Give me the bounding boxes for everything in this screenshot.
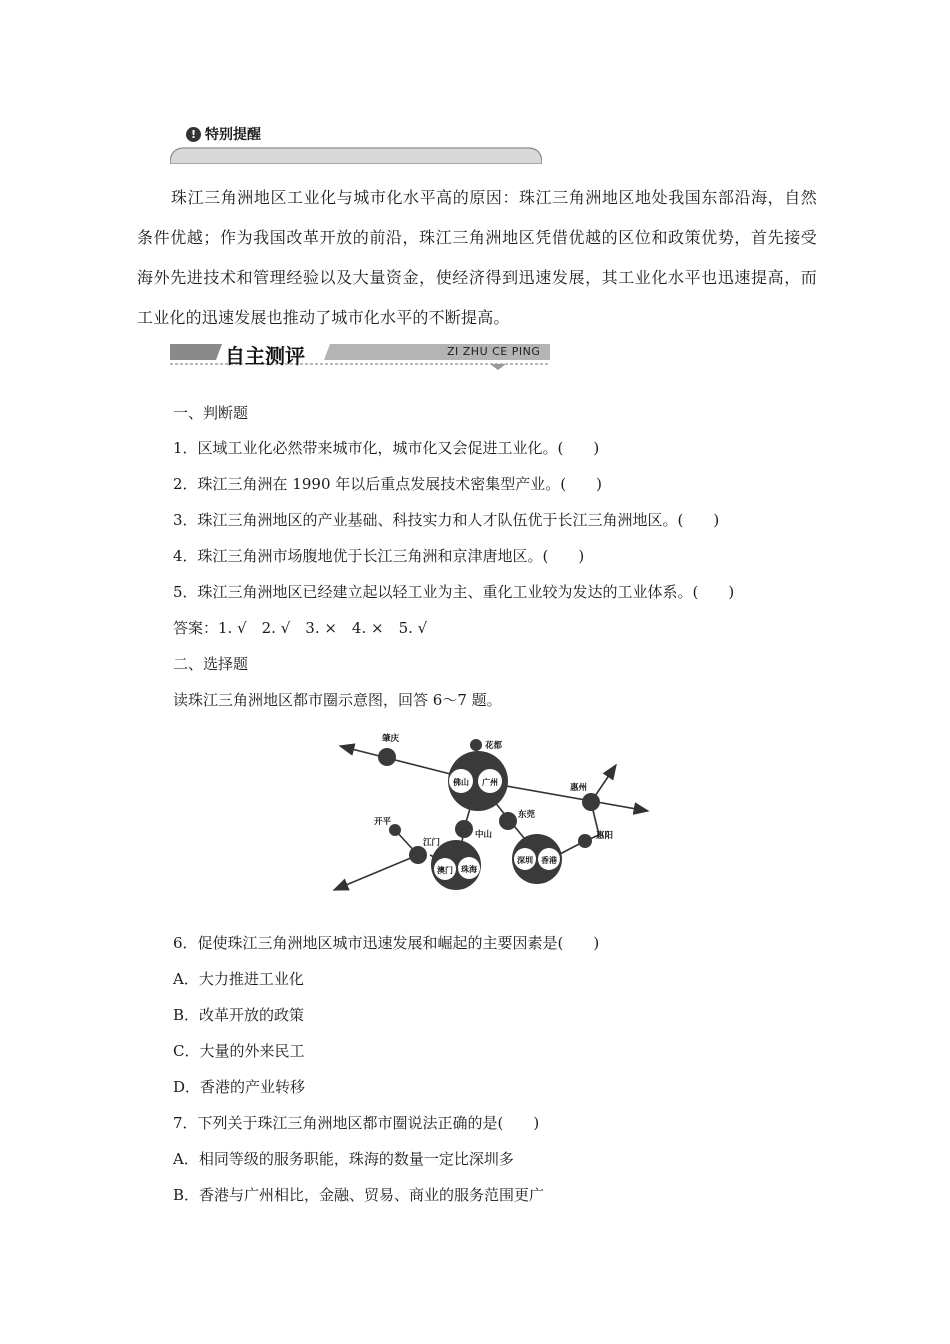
question-7-stem: 7．下列关于珠江三角洲地区都市圈说法正确的是( ) bbox=[173, 1114, 540, 1132]
judgment-item: 3．珠江三角洲地区的产业基础、科技实力和人才队伍优于长江三角洲地区。( ) bbox=[173, 511, 720, 529]
label-huadu: 花都 bbox=[485, 741, 503, 751]
judgment-heading: 一、判断题 bbox=[173, 404, 249, 422]
question-6-option-d: D．香港的产业转移 bbox=[173, 1078, 306, 1096]
judgment-item: 2．珠江三角洲在 1990 年以后重点发展技术密集型产业。( ) bbox=[173, 475, 602, 493]
metro-area-diagram bbox=[330, 725, 660, 900]
label-kaiping: 开平 bbox=[374, 817, 392, 827]
city-node-huadu bbox=[470, 739, 482, 751]
notice-title bbox=[186, 124, 261, 144]
judgment-item: 5．珠江三角洲地区已经建立起以轻工业为主、重化工业较为发达的工业体系。( ) bbox=[173, 583, 735, 601]
label-zhuhai: 珠海 bbox=[461, 865, 477, 874]
label-huiyang: 惠阳 bbox=[596, 831, 614, 841]
notice-paragraph: 珠江三角洲地区工业化与城市化水平高的原因：珠江三角洲地区地处我国东部沿海，自然条件优越；作为我国改革开放的前沿，珠江三角洲地区凭借优越的区位和政策优势，首先接受海外先进技术和管理经验以及大量资金，使经济得到迅速发展，其工业化水平也迅速提高，而工业化的迅速发展也推动了城市化水平的不断提高。 bbox=[137, 188, 817, 327]
section-title: 自主测评 bbox=[225, 344, 305, 368]
section-subtitle: ZI ZHU CE PING bbox=[447, 345, 541, 358]
city-nodes bbox=[378, 739, 600, 890]
label-huizhou: 惠州 bbox=[570, 783, 588, 793]
question-6-option-c: C．大量的外来民工 bbox=[173, 1042, 305, 1060]
label-shenzhen: 深圳 bbox=[517, 856, 533, 865]
city-node-huiyang bbox=[578, 834, 592, 848]
city-node-dongguan bbox=[499, 812, 517, 830]
question-6-option-b: B．改革开放的政策 bbox=[173, 1006, 305, 1024]
notice-title-text: 特别提醒 bbox=[205, 127, 261, 143]
choice-intro: 读珠江三角洲地区都市圈示意图，回答 6～7 题。 bbox=[173, 691, 502, 709]
question-6-option-a: A．大力推进工业化 bbox=[173, 970, 304, 988]
label-foshan: 佛山 bbox=[453, 778, 469, 787]
question-7-option-b: B．香港与广州相比，金融、贸易、商业的服务范围更广 bbox=[173, 1186, 545, 1204]
exclamation-icon: ! bbox=[186, 127, 201, 142]
notice-tab-decoration bbox=[170, 146, 542, 164]
label-guangzhou: 广州 bbox=[482, 778, 498, 787]
question-6-stem: 6．促使珠江三角洲地区城市迅速发展和崛起的主要因素是( ) bbox=[173, 934, 600, 952]
label-zhaoqing: 肇庆 bbox=[382, 734, 400, 744]
judgment-item: 1．区域工业化必然带来城市化，城市化又会促进工业化。( ) bbox=[173, 439, 600, 457]
label-dongguan: 东莞 bbox=[518, 810, 536, 820]
judgment-item: 4．珠江三角洲市场腹地优于长江三角洲和京津唐地区。( ) bbox=[173, 547, 585, 565]
judgment-answer: 答案：1. √ 2. √ 3. × 4. × 5. √ bbox=[173, 619, 428, 637]
label-jiangmen: 江门 bbox=[423, 838, 441, 848]
label-hongkong: 香港 bbox=[541, 856, 557, 865]
city-node-huizhou bbox=[582, 793, 600, 811]
label-zhongshan: 中山 bbox=[475, 830, 493, 840]
question-7-option-a: A．相同等级的服务职能，珠海的数量一定比深圳多 bbox=[173, 1150, 514, 1168]
city-node-jiangmen bbox=[409, 846, 427, 864]
choice-heading: 二、选择题 bbox=[173, 655, 249, 673]
city-node-zhaoqing bbox=[378, 748, 396, 766]
label-macau: 澳门 bbox=[437, 866, 453, 875]
city-node-zhongshan bbox=[455, 820, 473, 838]
